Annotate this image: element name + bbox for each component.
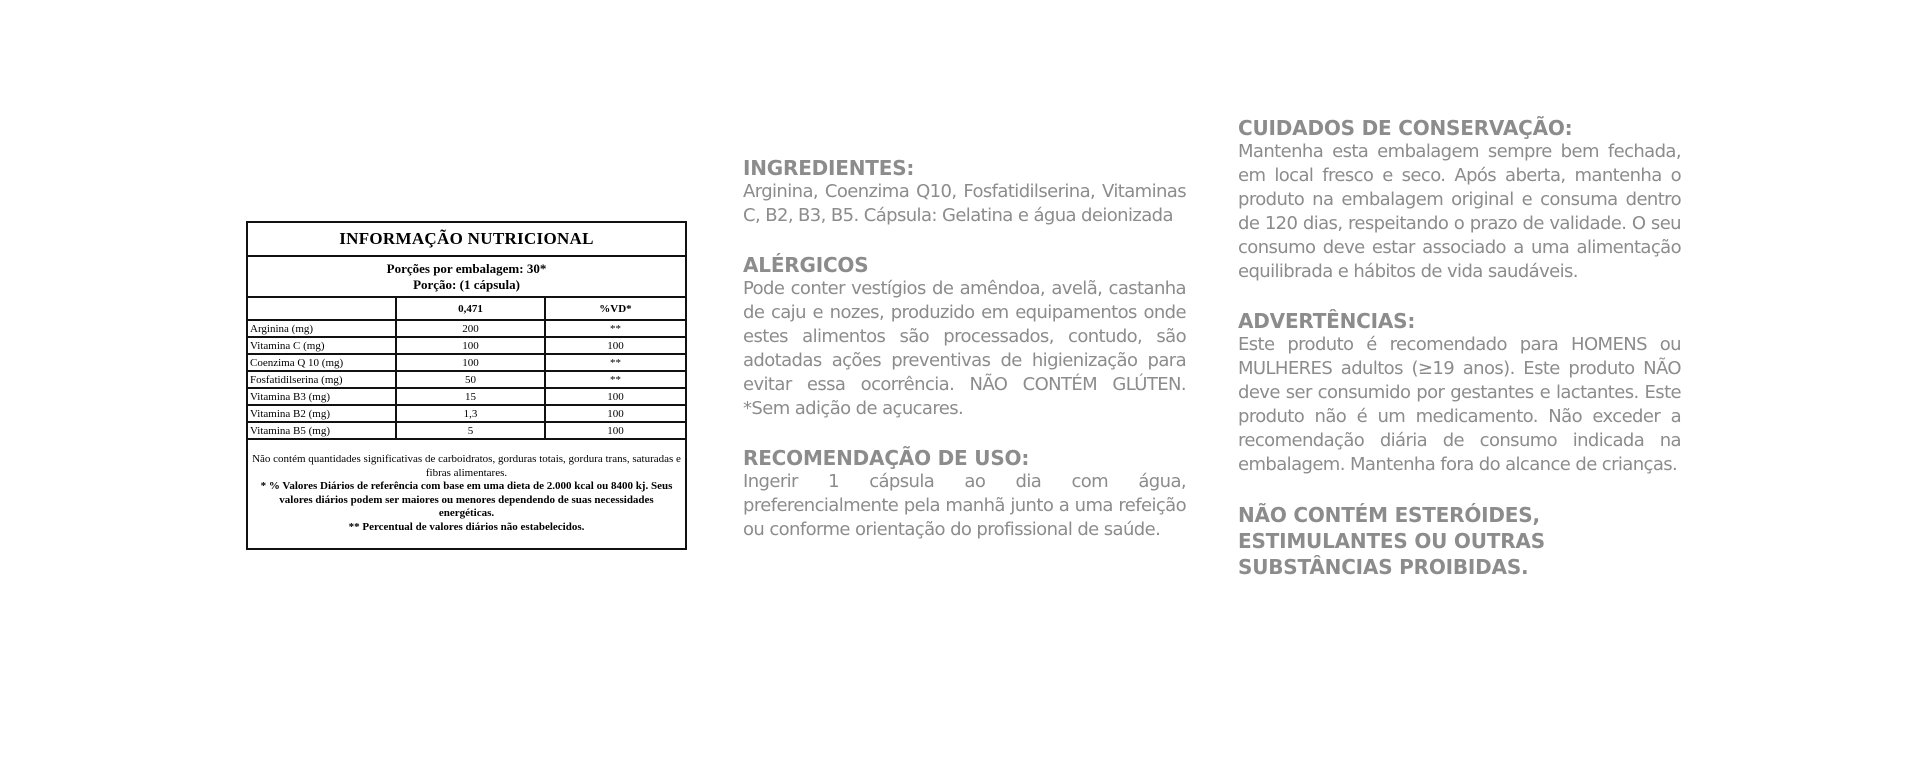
nutrient-amount: 1,3 [396, 405, 545, 422]
nutrient-amount: 15 [396, 388, 545, 405]
ingredients-text: Arginina, Coenzima Q10, Fosfatidilserina, Vitaminas C, B2, B3, B5. Cápsula: Gelatina e água deionizada [743, 181, 1186, 226]
nutrient-dv: 100 [545, 405, 685, 422]
nutrition-grid [248, 298, 685, 440]
label-column-right [1238, 116, 1681, 580]
table-row [248, 405, 685, 422]
usage-section [743, 446, 1186, 542]
disclaimer-line-1: NÃO CONTÉM ESTERÓIDES, [1238, 503, 1540, 527]
table-row [248, 320, 685, 337]
nutrient-name: Vitamina C (mg) [248, 337, 396, 354]
nutrient-name: Arginina (mg) [248, 320, 396, 337]
header-cell-dv: %VD* [545, 298, 685, 320]
table-row [248, 422, 685, 439]
nutrient-dv: 100 [545, 388, 685, 405]
nutrient-dv: 100 [545, 337, 685, 354]
usage-text: Ingerir 1 cápsula ao dia com água, preferencialmente pela manhã junto a uma refeição ou conforme orientação do profissional de saúde. [743, 471, 1186, 540]
allergens-text: Pode conter vestígios de amêndoa, avelã, castanha de caju e nozes, produzido em equipamentos onde estes alimentos são processados, contudo, são adotadas ações preventivas de higienização para evitar essa ocorrência. NÃO CONTÉM GLÚTEN. *Sem adição de açucares. [743, 278, 1186, 419]
nutrition-portion [248, 257, 685, 298]
nutrient-name: Vitamina B2 (mg) [248, 405, 396, 422]
nutrition-footnotes [248, 440, 685, 548]
storage-section [1238, 116, 1681, 284]
footnote-daily-values: * % Valores Diários de referência com base em uma dieta de 2.000 kcal ou 8400 kj. Seus valores diários podem ser maiores ou menores dependendo de suas necessidades energéticas. [260, 480, 673, 519]
nutrient-amount: 5 [396, 422, 545, 439]
label-column-middle [743, 156, 1186, 567]
nutrient-amount: 50 [396, 371, 545, 388]
footnote-not-established: ** Percentual de valores diários não estabelecidos. [348, 520, 585, 533]
allergens-title: ALÉRGICOS [743, 253, 869, 277]
nutrient-dv: ** [545, 354, 685, 371]
warnings-title: ADVERTÊNCIAS: [1238, 309, 1416, 333]
table-row [248, 388, 685, 405]
nutrient-dv: ** [545, 320, 685, 337]
disclaimer-line-3: SUBSTÂNCIAS PROIBIDAS. [1238, 555, 1529, 579]
ingredients-title: INGREDIENTES: [743, 156, 915, 180]
nutrition-title: INFORMAÇÃO NUTRICIONAL [248, 223, 685, 257]
nutrition-header-row [248, 298, 685, 320]
nutrient-dv: ** [545, 371, 685, 388]
disclaimer-section [1238, 502, 1681, 580]
nutrient-name: Coenzima Q 10 (mg) [248, 354, 396, 371]
nutrient-amount: 200 [396, 320, 545, 337]
nutrient-dv: 100 [545, 422, 685, 439]
table-row [248, 354, 685, 371]
warnings-section [1238, 309, 1681, 477]
table-row [248, 371, 685, 388]
servings-per-package: Porções por embalagem: 30* [386, 261, 547, 276]
nutrient-name: Vitamina B5 (mg) [248, 422, 396, 439]
nutrient-amount: 100 [396, 337, 545, 354]
table-row [248, 337, 685, 354]
warnings-text: Este produto é recomendado para HOMENS ou MULHERES adultos (≥19 anos). Este produto NÃO deve ser consumido por gestantes e lactantes. Este produto não é um medicamento. Não exceder a recomendação diária de consumo indicada na embalagem. Mantenha fora do alcance de crianças. [1238, 334, 1681, 475]
disclaimer-line-2: ESTIMULANTES OU OUTRAS [1238, 529, 1545, 553]
nutrient-name: Fosfatidilserina (mg) [248, 371, 396, 388]
header-cell-nutrient [248, 298, 396, 320]
serving-size: Porção: (1 cápsula) [413, 277, 520, 292]
footnote-nonsignificant: Não contém quantidades significativas de carboidratos, gorduras totais, gordura trans, saturadas e fibras alimentares. [252, 453, 681, 479]
nutrient-amount: 100 [396, 354, 545, 371]
storage-title: CUIDADOS DE CONSERVAÇÃO: [1238, 116, 1573, 140]
storage-text: Mantenha esta embalagem sempre bem fechada, em local fresco e seco. Após aberta, mantenha o produto na embalagem original e consuma dentro de 120 dias, respeitando o prazo de validade. O seu consumo deve estar associado a uma alimentação equilibrada e hábitos de vida saudáveis. [1238, 141, 1681, 282]
nutrition-facts-table [246, 221, 687, 550]
header-cell-amount: 0,471 [396, 298, 545, 320]
ingredients-section [743, 156, 1186, 228]
nutrient-name: Vitamina B3 (mg) [248, 388, 396, 405]
allergens-section [743, 253, 1186, 421]
usage-title: RECOMENDAÇÃO DE USO: [743, 446, 1030, 470]
